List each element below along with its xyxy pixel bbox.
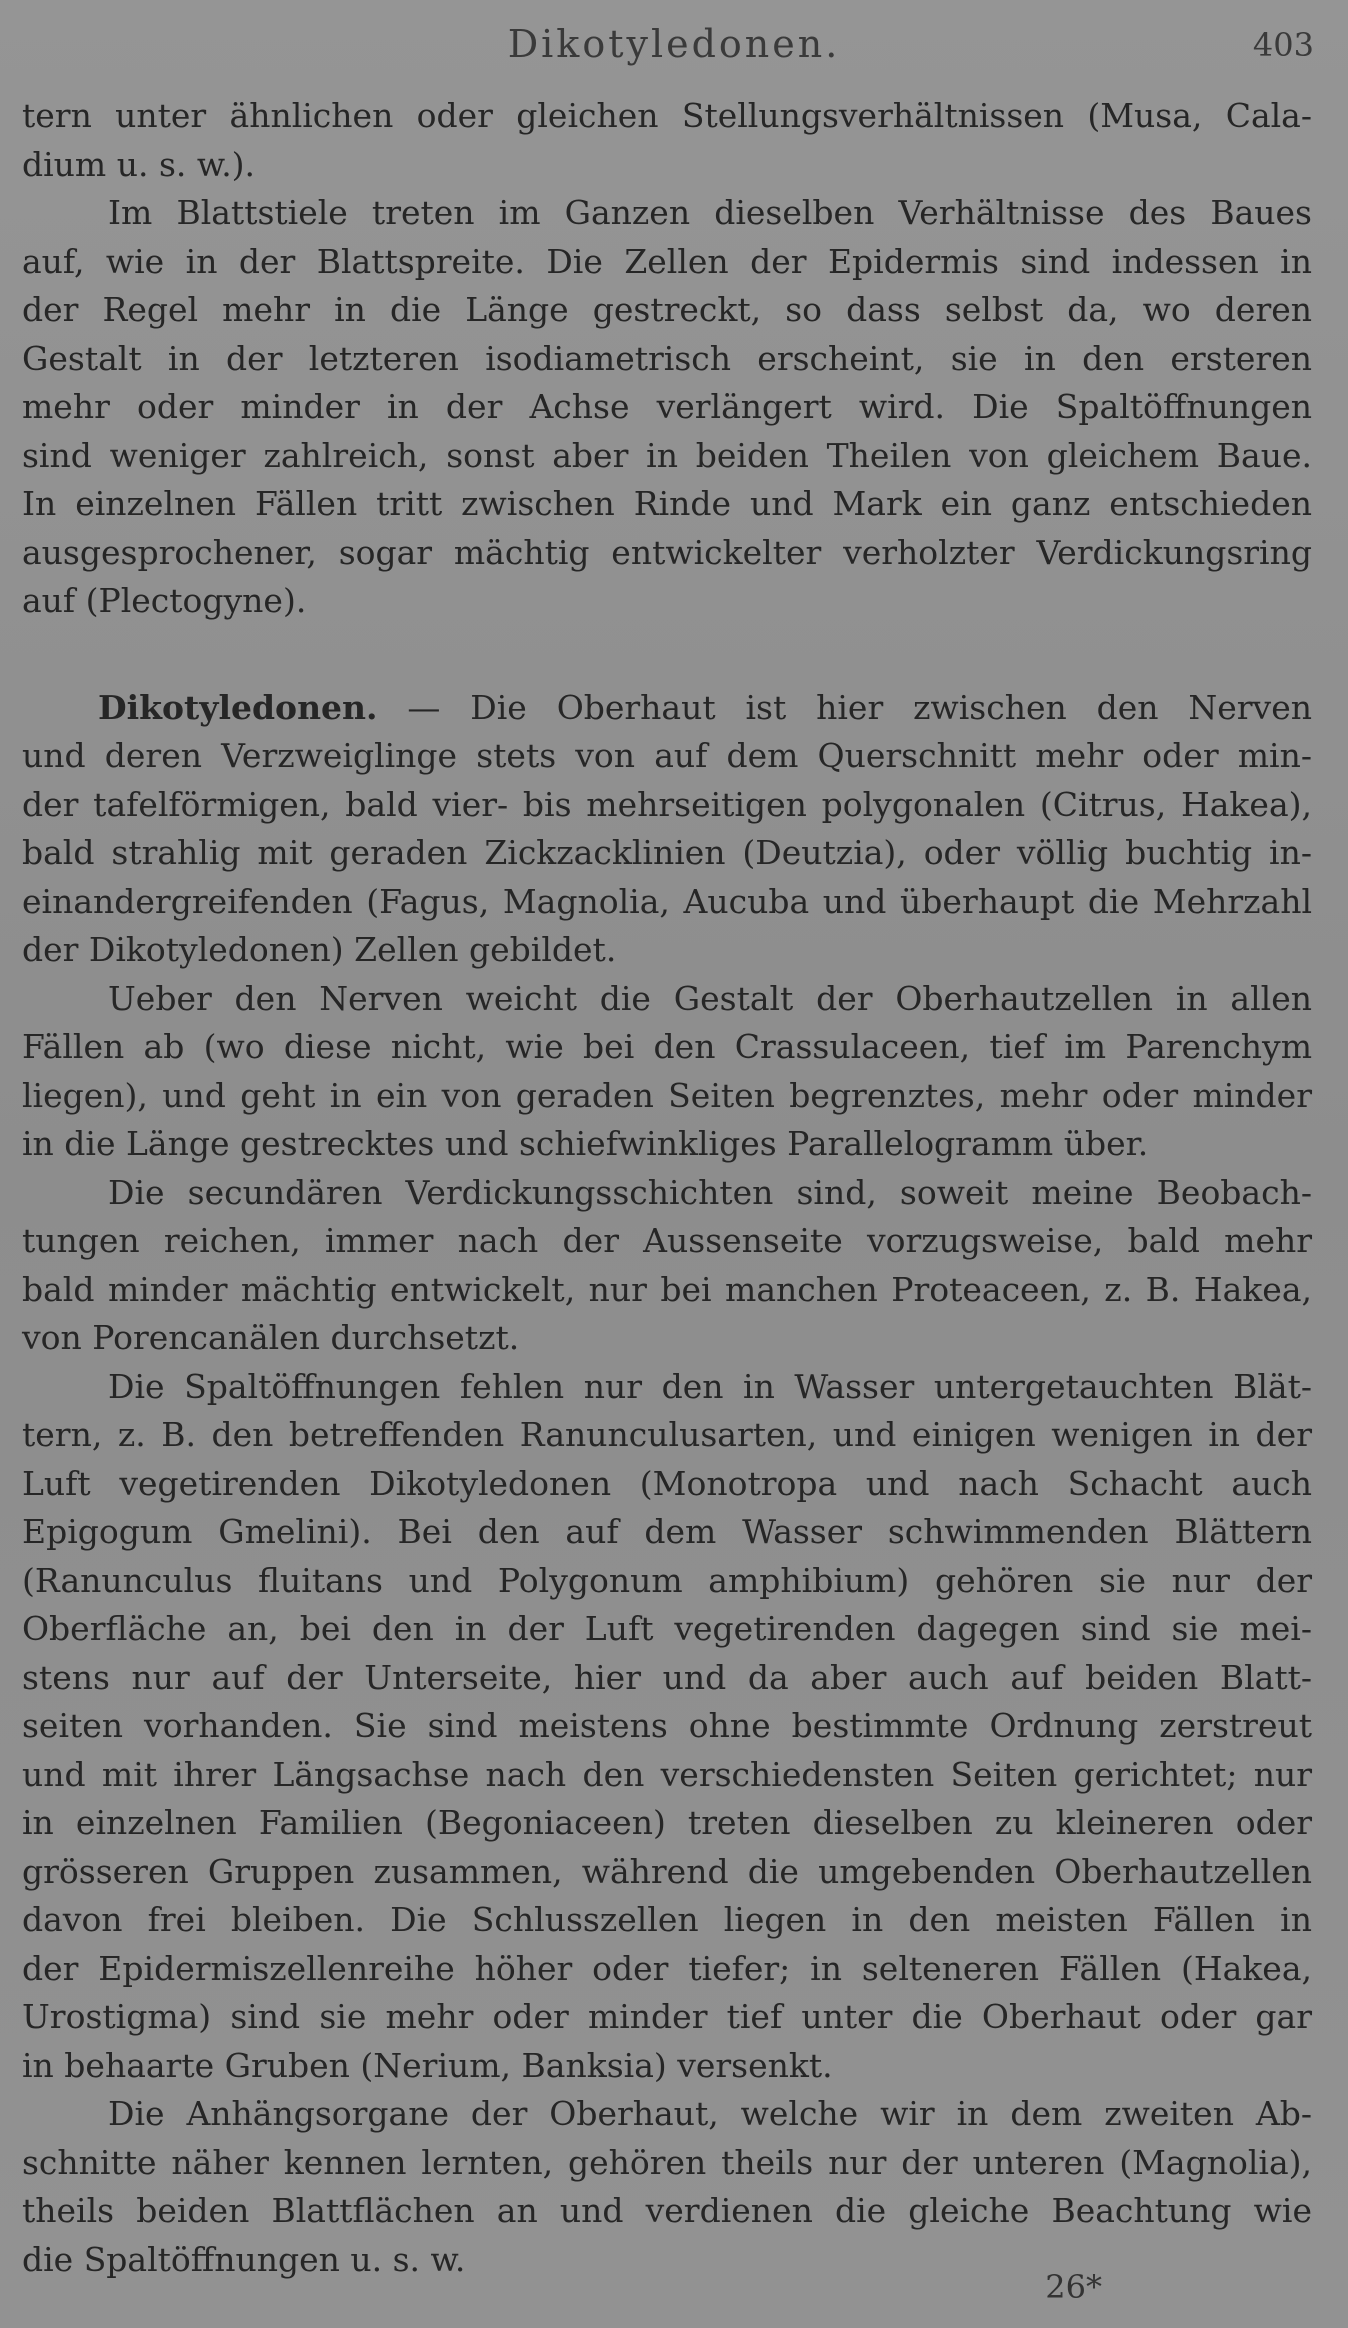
text-line: Epigogum Gmelini). Bei den auf dem Wasser schwimmenden Blättern [22,1512,1312,1551]
page-number: 403 [1252,26,1314,64]
text-line: — Die Oberhaut ist hier zwischen den Nerven [407,687,1312,727]
text-line: davon frei bleiben. Die Schlusszellen liegen in den meisten Fällen in [22,1900,1312,1939]
text-line: tern unter ähnlichen oder gleichen Stellungsverhältnissen (Musa, Cala- [22,96,1312,135]
text-line: tungen reichen, immer nach der Aussenseite vorzugsweise, bald mehr [22,1221,1312,1260]
text-line: in behaarte Gruben (Nerium, Banksia) versenkt. [22,2045,833,2085]
text-line: einandergreifenden (Fagus, Magnolia, Aucuba und überhaupt die Mehrzahl [22,881,1312,921]
section-gap [22,626,1312,684]
text-block-top [22,92,1312,2284]
text-line: auf (Plectogyne). [22,581,307,620]
text-line: auf, wie in der Blattspreite. Die Zellen der Epidermis sind indessen in [22,241,1312,281]
text-line: Die Spaltöffnungen fehlen nur den in Wasser untergetauchten Blät- [108,1366,1312,1406]
text-line: Ueber den Nerven weicht die Gestalt der Oberhautzellen in allen [108,978,1312,1018]
text-line: Fällen ab (wo diese nicht, wie bei den Crassulaceen, tief im Parenchym [22,1027,1312,1066]
text-line: dium u. s. w.). [22,144,256,184]
text-line: seiten vorhanden. Sie sind meistens ohne bestimmte Ordnung zerstreut [22,1706,1312,1745]
text-line: Gestalt in der letzteren isodiametrisch erscheint, sie in den ersteren [22,338,1312,378]
text-line: die Spaltöffnungen u. s. w. [22,2239,466,2279]
text-line: der Dikotyledonen) Zellen gebildet. [22,930,617,969]
text-line: Die secundären Verdickungsschichten sind, soweit meine Beobach- [108,1172,1312,1212]
text-line: ausgesprochener, sogar mächtig entwickelter verholzter Verdickungsring [22,532,1312,572]
text-line: stens nur auf der Unterseite, hier und da aber auch auf beiden Blatt- [22,1657,1312,1697]
text-line: theils beiden Blattflächen an und verdienen die gleiche Beachtung wie [22,2191,1312,2230]
text-line: in einzelnen Familien (Begoniaceen) treten dieselben zu kleineren oder [22,1803,1312,1842]
text-line: von Porencanälen durchsetzt. [22,1318,520,1357]
text-line: bald strahlig mit geraden Zickzacklinien (Deutzia), oder völlig buchtig in- [22,833,1312,872]
text-line: der tafelförmigen, bald vier- bis mehrseitigen polygonalen (Citrus, Hakea), [22,784,1312,824]
section-heading: Dikotyledonen. [98,687,378,727]
running-title: Dikotyledonen. [507,22,841,66]
page-header [0,22,1348,82]
text-line: und mit ihrer Längsachse nach den verschiedensten Seiten gerichtet; nur [22,1754,1312,1794]
section-first-line [22,684,1312,733]
text-line: grösseren Gruppen zusammen, während die umgebenden Oberhautzellen [22,1851,1312,1891]
text-line: und deren Verzweiglinge stets von auf dem Querschnitt mehr oder min- [22,736,1312,775]
text-line: (Ranunculus fluitans und Polygonum amphibium) gehören sie nur der [22,1560,1312,1600]
text-line: Im Blattstiele treten im Ganzen dieselben Verhältnisse des Baues [108,193,1312,232]
text-line: schnitte näher kennen lernten, gehören theils nur der unteren (Magnolia), [22,2142,1312,2182]
text-line: liegen), und geht in ein von geraden Seiten begrenztes, mehr oder minder [22,1075,1312,1115]
folio-signature: 26* [1045,2268,1102,2306]
text-line: Oberfläche an, bei den in der Luft vegetirenden dagegen sind sie mei- [22,1609,1312,1648]
text-line: der Regel mehr in die Länge gestreckt, so dass selbst da, wo deren [22,290,1312,329]
text-line: Luft vegetirenden Dikotyledonen (Monotropa und nach Schacht auch [22,1463,1312,1503]
text-line: in die Länge gestrecktes und schiefwinkliges Parallelogramm über. [22,1124,1149,1163]
text-line: der Epidermiszellenreihe höher oder tiefer; in selteneren Fällen (Hakea, [22,1948,1312,1988]
text-line: In einzelnen Fällen tritt zwischen Rinde und Mark ein ganz entschieden [22,484,1312,523]
text-line: sind weniger zahlreich, sonst aber in beiden Theilen von gleichem Baue. [22,435,1312,475]
text-line: tern, z. B. den betreffenden Ranunculusarten, und einigen wenigen in der [22,1415,1312,1454]
text-line: mehr oder minder in der Achse verlängert wird. Die Spaltöffnungen [22,387,1312,426]
text-line: Die Anhängsorgane der Oberhaut, welche wir in dem zweiten Ab- [108,2094,1312,2133]
text-line: bald minder mächtig entwickelt, nur bei manchen Proteaceen, z. B. Hakea, [22,1269,1312,1309]
text-line: Urostigma) sind sie mehr oder minder tief unter die Oberhaut oder gar [22,1997,1312,2036]
